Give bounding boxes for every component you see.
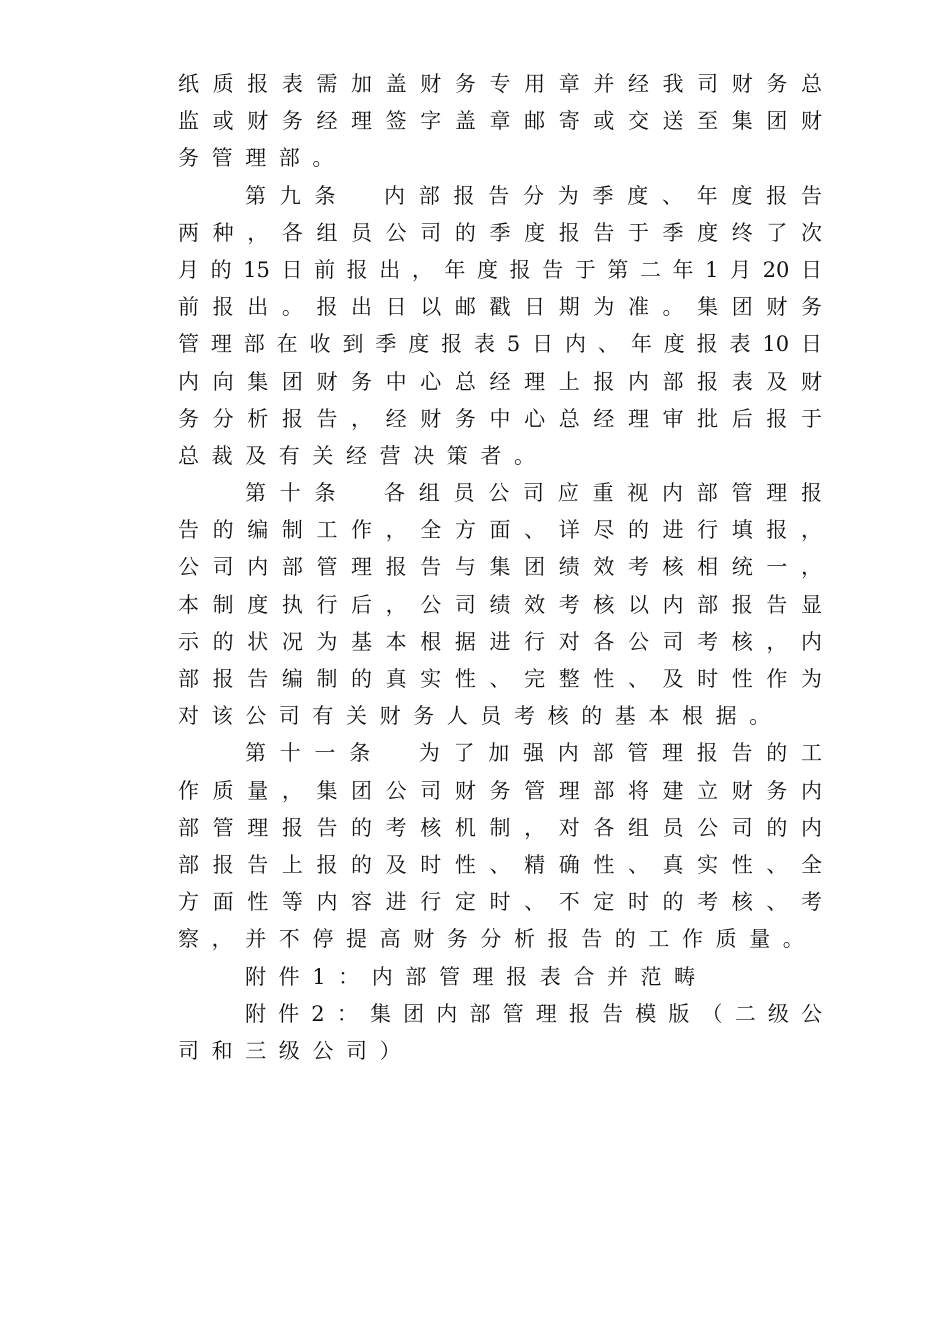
text-line: 司和三级公司） xyxy=(178,1038,414,1063)
text-line: 对该公司有关财务人员考核的基本根据。 xyxy=(178,704,783,729)
text-line: 察，并不停提高财务分析报告的工作质量。 xyxy=(178,927,817,952)
article-9-heading-line: 第九条 内部报告分为季度、年度报告 xyxy=(245,183,822,208)
attachment-1-line: 附件1：内部管理报表合并范畴 xyxy=(245,964,708,989)
text-line: 务分析报告，经财务中心总经理审批后报于 xyxy=(178,406,822,431)
text-line: 作质量，集团公司财务管理部将建立财务内 xyxy=(178,778,822,803)
text-line: 纸质报表需加盖财务专用章并经我司财务总 xyxy=(178,72,822,96)
attachment-2-line: 附件2：集团内部管理报告模版（二级公 xyxy=(245,1001,822,1026)
text-line: 方面性等内容进行定时、不定时的考核、考 xyxy=(178,890,822,915)
text-line: 公司内部管理报告与集团绩效考核相统一， xyxy=(178,555,822,580)
text-line: 管理部在收到季度报表5日内、年度报表10日 xyxy=(178,332,822,357)
text-line: 监或财务经理签字盖章邮寄或交送至集团财 xyxy=(178,109,822,134)
text-line: 部管理报告的考核机制，对各组员公司的内 xyxy=(178,815,822,840)
article-10-heading-line: 第十条 各组员公司应重视内部管理报 xyxy=(245,481,822,506)
text-line: 总裁及有关经营决策者。 xyxy=(178,443,548,468)
text-line: 前报出。报出日以邮戳日期为准。集团财务 xyxy=(178,295,822,320)
text-line: 告的编制工作，全方面、详尽的进行填报， xyxy=(178,518,822,543)
text-line: 内向集团财务中心总经理上报内部报表及财 xyxy=(178,369,822,394)
text-line: 两种，各组员公司的季度报告于季度终了次 xyxy=(178,220,822,245)
text-line: 月的15日前报出，年度报告于第二年1月20日 xyxy=(178,257,822,282)
text-line: 部报告上报的及时性、精确性、真实性、全 xyxy=(178,852,822,877)
text-line: 务管理部。 xyxy=(178,146,346,171)
document-body xyxy=(178,66,822,1070)
text-line: 示的状况为基本根据进行对各公司考核，内 xyxy=(178,629,822,654)
text-line: 本制度执行后，公司绩效考核以内部报告显 xyxy=(178,592,822,617)
article-11-heading-line: 第十一条 为了加强内部管理报告的工 xyxy=(245,741,822,766)
text-line: 部报告编制的真实性、完整性、及时性作为 xyxy=(178,667,822,691)
